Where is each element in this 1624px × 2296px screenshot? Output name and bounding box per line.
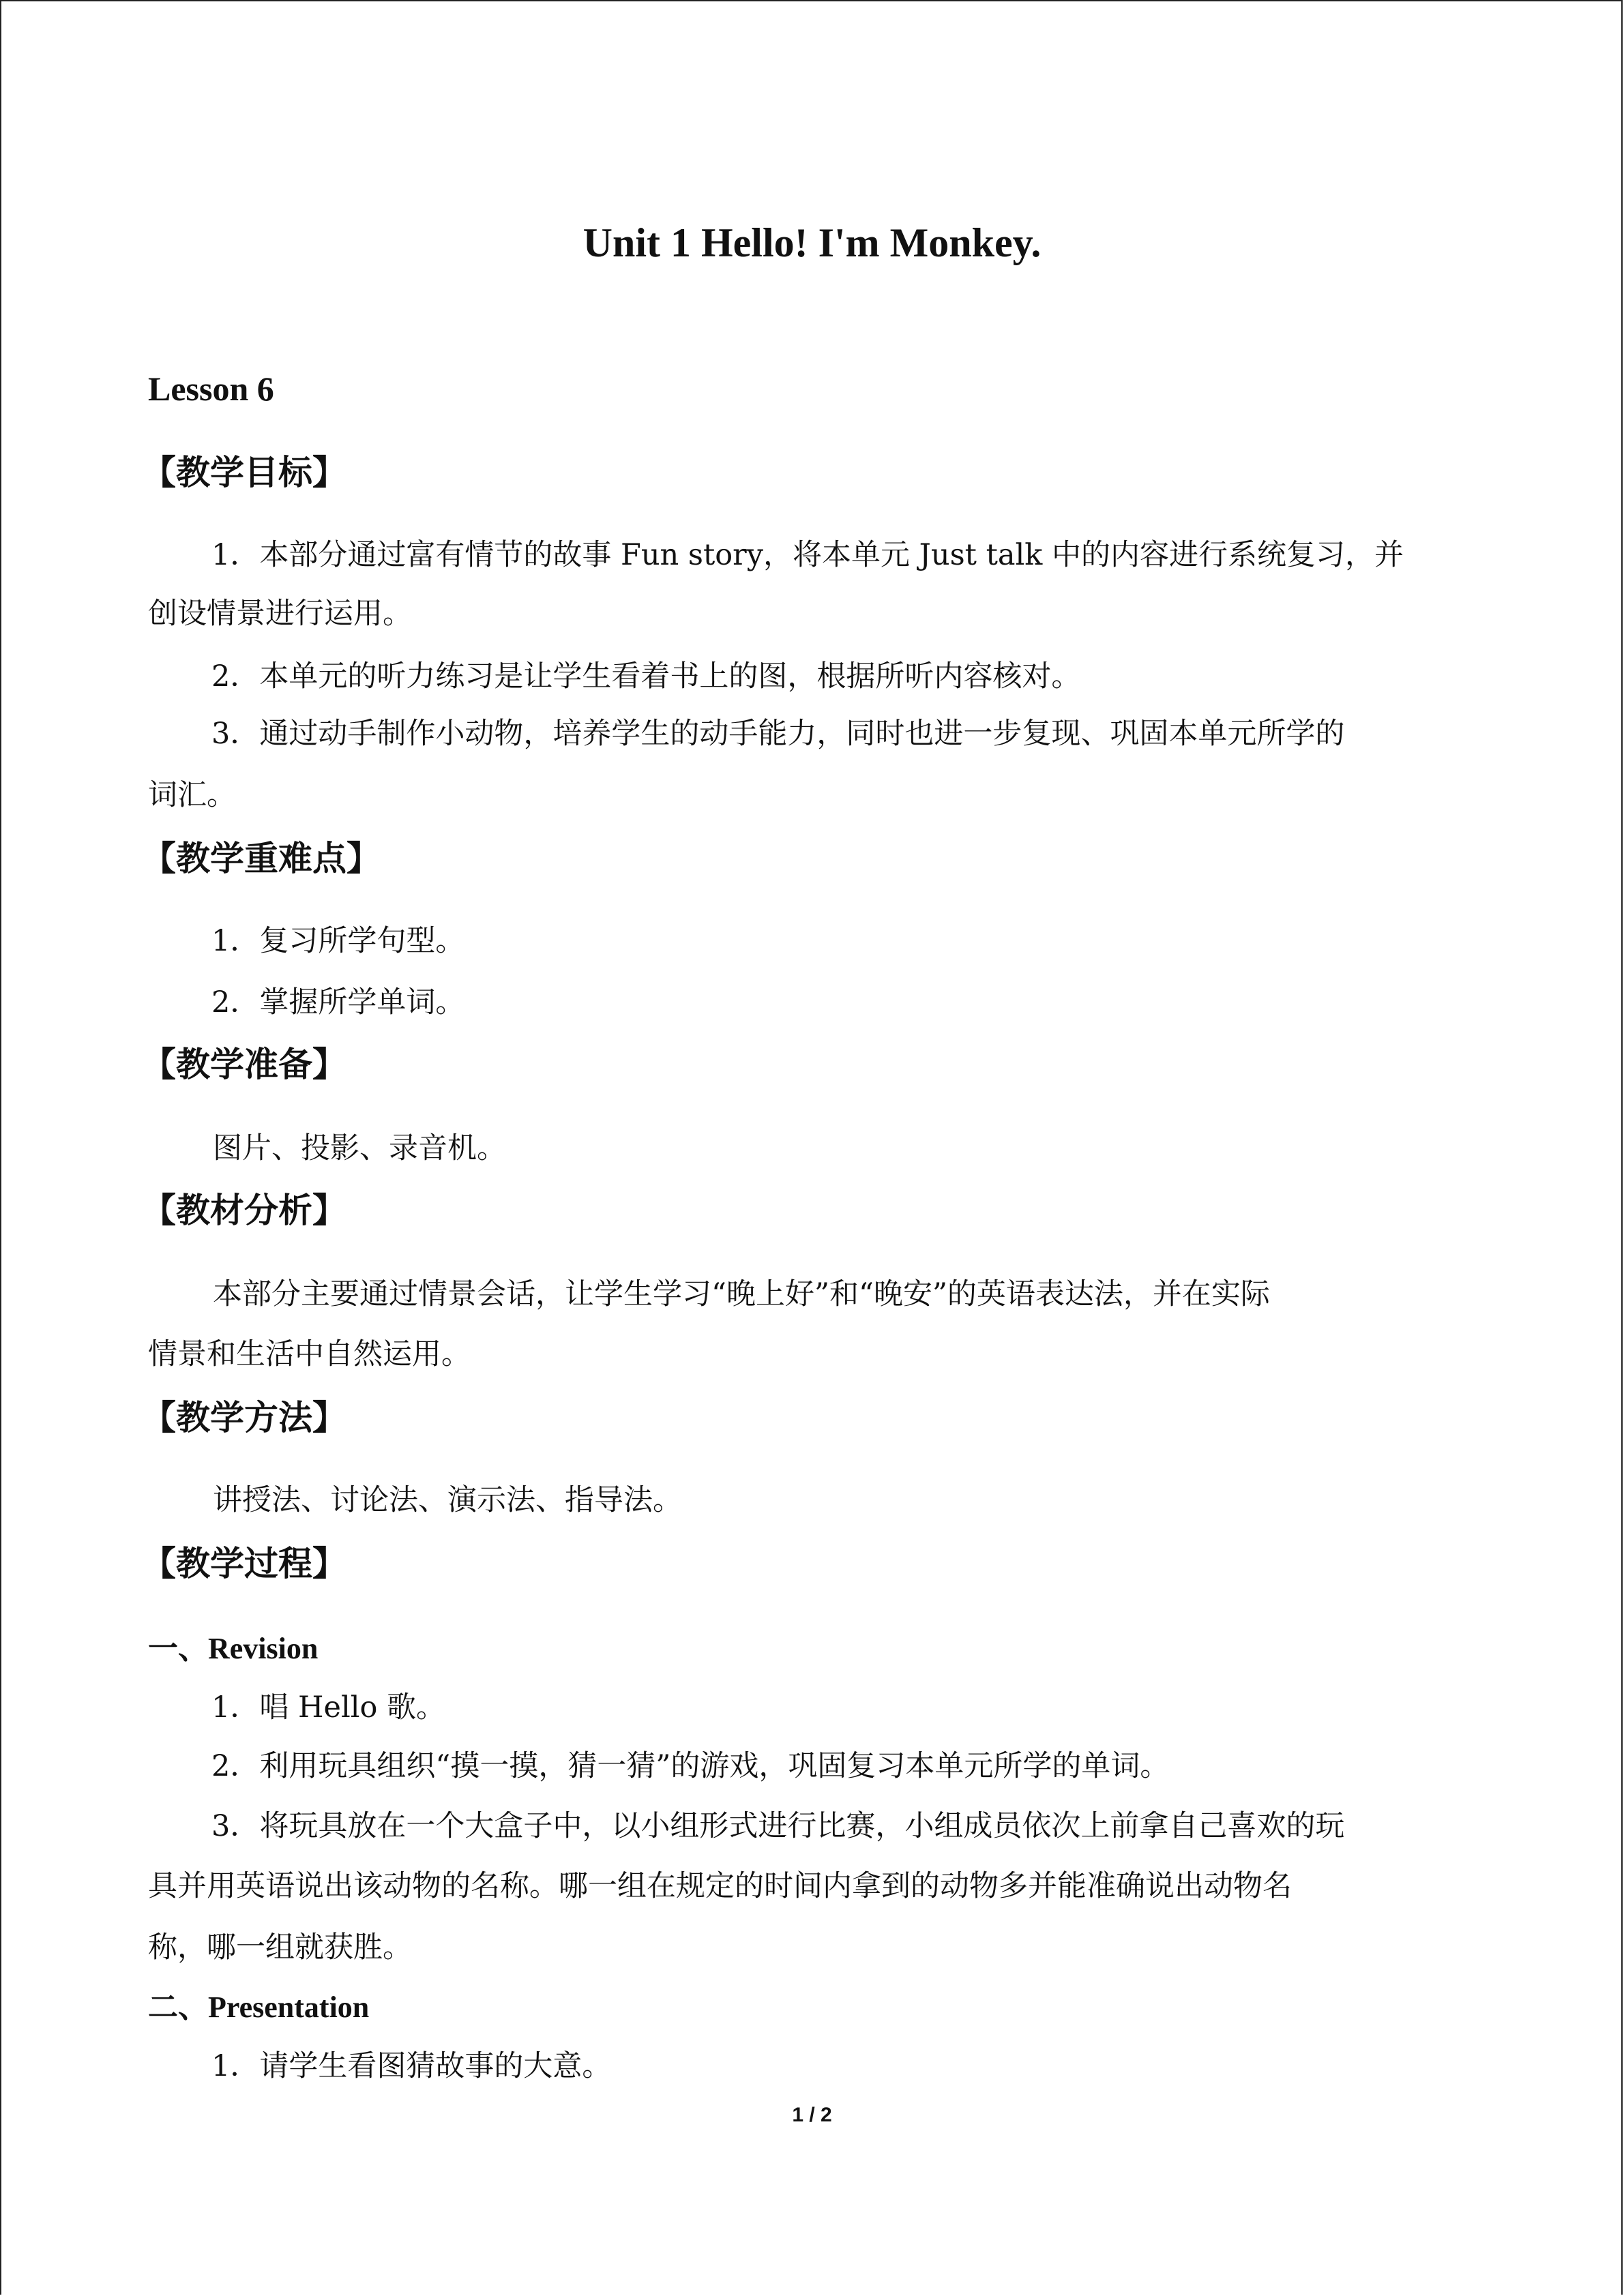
analysis-heading: 【教材分析】 (142, 1191, 346, 1230)
preparation-heading: 【教学准备】 (142, 1045, 346, 1084)
methods-heading: 【教学方法】 (142, 1398, 346, 1437)
document-title: Unit 1 Hello! I'm Monkey. (582, 220, 1042, 265)
analysis-line-2: 情景和生活中自然运用。 (148, 1337, 471, 1371)
revision-item-3-line-1: 3．将玩具放在一个大盒子中，以小组形式进行比赛，小组成员依次上前拿自己喜欢的玩 (211, 1809, 1345, 1843)
revision-item-1: 1．唱 Hello 歌。 (211, 1690, 446, 1725)
page-number: 1 / 2 (792, 2104, 832, 2126)
revision-item-3-line-3: 称，哪一组就获胜。 (148, 1930, 412, 1965)
objective-item-3-line-1: 3．通过动手制作小动物，培养学生的动手能力，同时也进一步复现、巩固本单元所学的 (211, 717, 1345, 751)
revision-item-3-line-2: 具并用英语说出该动物的名称。哪一组在规定的时间内拿到的动物多并能准确说出动物名 (148, 1869, 1292, 1903)
objective-item-1-line-2: 创设情景进行运用。 (148, 597, 412, 631)
methods-text: 讲授法、讨论法、演示法、指导法。 (213, 1483, 682, 1517)
key-points-heading: 【教学重难点】 (142, 839, 381, 878)
revision-heading: 一、Revision (148, 1632, 319, 1665)
key-point-item-1: 1．复习所学句型。 (211, 924, 465, 958)
lesson-label: Lesson 6 (148, 370, 274, 408)
process-heading: 【教学过程】 (142, 1544, 346, 1583)
objective-item-2: 2．本单元的听力练习是让学生看着书上的图，根据所听内容核对。 (211, 659, 1081, 694)
analysis-line-1: 本部分主要通过情景会话，让学生学习“晚上好”和“晚安”的英语表达法，并在实际 (213, 1277, 1270, 1311)
presentation-item-1: 1．请学生看图猜故事的大意。 (211, 2049, 612, 2083)
preparation-text: 图片、投影、录音机。 (213, 1131, 506, 1165)
objective-item-1-line-1: 1．本部分通过富有情节的故事 Fun story，将本单元 Just talk 中的内容进行系统复习，并 (211, 538, 1404, 572)
revision-item-2: 2．利用玩具组织“摸一摸，猜一猜”的游戏，巩固复习本单元所学的单词。 (211, 1749, 1170, 1783)
objectives-heading: 【教学目标】 (142, 453, 346, 492)
key-point-item-2: 2．掌握所学单词。 (211, 985, 465, 1019)
objective-item-3-line-2: 词汇。 (148, 778, 236, 812)
presentation-heading: 二、Presentation (148, 1991, 370, 2024)
